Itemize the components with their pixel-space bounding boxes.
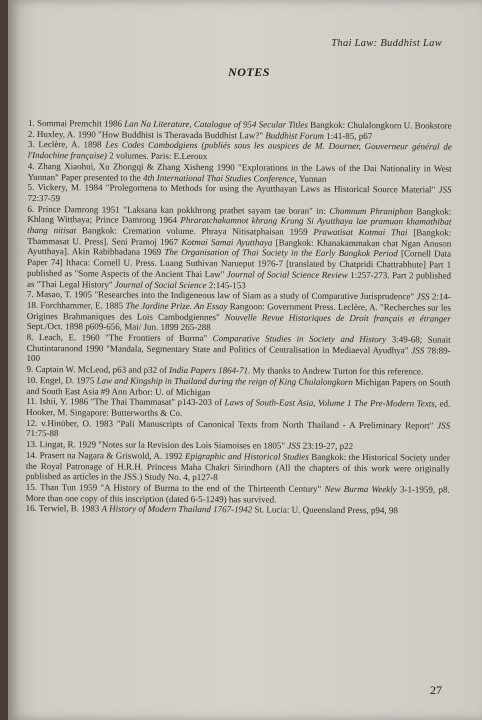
note-entry (26, 503, 450, 516)
note-text: 4. Zhang Xiaohui, Xu Zhongqi & Zhang Xisheng 1990 "Explorations in the Laws of the Dai Nationality in West Yunnan" Paper presented to the (27, 160, 452, 183)
note-text: Bangkok: the Historical Society under the Royal Patronage of H.R.H. Princess Maha Chakri Sirindhorn (All the chapters of this work were originally published as articles in the JSS.) Study No. 4, p127-8 (25, 451, 450, 483)
note-title-italic: Journal of Social Science (114, 279, 207, 290)
note-text: St. Lucia: U. Queensland Press, p94, 98 (252, 504, 398, 516)
note-text: 9. Captain W. McLeod, p63 and p32 of (26, 364, 170, 376)
note-text: 10. Engel, D. 1975 (26, 374, 97, 386)
note-entry (27, 182, 451, 206)
note-text: My thanks to Andrew Turton for this reference. (250, 365, 424, 377)
note-text: [Bangkok: Khanakammakan chat Ngan Anuson Ayutthaya]. Akin Rabibhadana 1969 (27, 237, 452, 258)
note-text: [Cornell Data Paper 74] Ithaca: Cornell U. Press. Luang Suthivan Narueput 1976-7 [translated by Chatpridi Chattrabhute] Part 1 published as "Some Aspects of the Ancient Thai Law" (27, 248, 452, 280)
running-head: Thai Law: Buddhist Law (331, 38, 442, 49)
note-entry (26, 332, 450, 367)
note-text: Yunnan (296, 173, 327, 184)
note-text: Bangkok: Chulalongkorn U. Bookstore (307, 119, 452, 131)
note-entry (28, 161, 452, 185)
note-title-italic: The Organisation of Thai Society in the Early Bangkok Period (164, 247, 398, 259)
note-text: 2:14-18. Forchhammer, E. 1885 (26, 291, 451, 311)
note-title-italic: India Papers 1864-71. (169, 365, 251, 376)
book-page (8, 0, 482, 720)
note-text: 78:89-100 (26, 345, 451, 364)
note-text: 13. Lingat, R. 1929 "Notes sur la Revision des Lois Siamoises en 1805" (25, 439, 288, 451)
note-title-italic: JSS (437, 420, 451, 431)
note-title-italic: Phraratchakamnot khrang Krung Si Ayutthaya lae pramuan khamathibat thang nitisat (27, 215, 452, 236)
note-text: 1:257-273. Part 2 published as "Thai Legal History" (26, 269, 452, 290)
note-text: Bangkok: Khlang Witthaya; Prince Damrong 1964 (27, 205, 452, 226)
note-text: 3:49-68; Sunait Chutintaranond 1990 "Mandala, Segmentary State and Politics of Centralisation in Mediaeval Ayudhya" (26, 334, 451, 356)
note-title-italic: New Burma Weekly (324, 483, 397, 495)
notes-list (26, 118, 452, 517)
note-text: 6. Prince Damrong 1951 "Laksana kan pokkhrong prathet sayam tae boran" in: (27, 203, 330, 216)
note-text: 15. Than Tun 1959 "A History of Burma to the end of the Thirteenth Century" (25, 481, 325, 494)
note-text: [Bangkok: Thammasat U. Press]. Seni Pramoj 1967 (27, 227, 452, 247)
note-entry (26, 418, 450, 442)
note-title-italic: 4th International Thai Studies Conference, (143, 172, 297, 184)
note-title-italic: Buddhist Forum (265, 130, 325, 141)
note-text: ed. Hooker, M. Singapore: Butterworths & Co. (26, 398, 451, 418)
note-text: 3. Leclère, A. 1898 (27, 139, 106, 150)
page-title: NOTES (228, 65, 270, 79)
note-entry (26, 450, 450, 485)
note-text: 72:37-59 (27, 192, 61, 204)
note-title-italic: Chumnum Phraniphon (329, 205, 413, 216)
note-entry (26, 482, 450, 506)
note-text: Sept./Oct. 1898 p609-656, Mai/ Jun. 1899 265-288 (26, 321, 211, 333)
note-title-italic: Lan Na Literature, Catalogue of 954 Secular Titles (124, 118, 308, 130)
note-title-italic: The Jardine Prize. An Essay (125, 300, 228, 312)
note-title-italic: Kotmai Samai Ayutthaya (181, 236, 273, 248)
note-title-italic: Comparative Studies in Society and History (212, 333, 387, 345)
note-title-italic: Law and Kingship in Thailand during the reign of King Chulalongkorn (96, 375, 353, 387)
note-title-italic: JSS (287, 440, 301, 451)
note-title-italic: A History of Modern Thailand 1767-1942 (101, 503, 253, 515)
page-number: 27 (430, 683, 442, 697)
note-text: Rangoon: Government Press. Leclère, A. "Recherches sur les Origines Brahmaniques des Lois Cambodgiennes" (26, 301, 451, 322)
note-text: 2:145-153 (206, 279, 246, 290)
note-text: 3-1-1959, p8. More than one copy of this inscription (dated 6-5-1249) has survived. (25, 484, 450, 505)
note-entry (27, 204, 452, 292)
note-entry (27, 289, 451, 334)
note-title-italic: JSS (438, 184, 452, 195)
note-entry (26, 375, 450, 399)
note-title-italic: JSS (416, 291, 430, 302)
note-text: 8. Leach, E. 1960 "The Frontiers of Burma" (26, 332, 213, 344)
note-text: 2 volumes. Paris: E.Leroux (106, 150, 208, 162)
note-text: 2. Huxley, A. 1990 "How Buddhist is Theravada Buddhist Law?" (27, 128, 266, 141)
note-text: 71:75-88 (26, 428, 59, 439)
note-title-italic: Journal of Social Science Review (226, 269, 348, 280)
note-text: 12. v.Hinüber, O. 1983 "Pali Manuscripts of Canonical Texts from North Thailand - A Preliminary Report" (26, 417, 438, 431)
note-text: 1:41-85, p67 (323, 130, 373, 141)
note-text: 23:19-27, p22 (300, 440, 354, 452)
note-entry (28, 139, 452, 163)
note-text: 1. Sommai Premchit 1986 (27, 118, 125, 129)
note-title-italic: Nouvelle Revue Historiques de Droit français et étranger (224, 311, 451, 324)
note-title-italic: Les Codes Cambodgiens (publiés sous les auspices de M. Dourner, Gouverneur général de l'Indochine française) (27, 139, 452, 161)
note-text: 11. Ishii, Y. 1986 "The Thai Thammasat" p143-203 of (26, 396, 225, 408)
note-text: Bangkok: Cremation volume. Phraya Nitisatphaisan 1959 (76, 225, 314, 237)
note-text: 14. Prasert na Nagara & Griswold, A. 1992 (25, 449, 186, 461)
note-title-italic: Epigraphic and Historical Studies (185, 450, 309, 462)
note-title-italic: Prawatisat Kotmai Thai (313, 226, 408, 238)
note-title-italic: JSS (411, 345, 425, 356)
note-text: 16. Terwiel, B. 1983 (25, 503, 102, 514)
note-text: 5. Vickery, M. 1984 "Prolegomena to Methods for using the Ayutthayan Laws as Historical Source Material" (27, 182, 439, 195)
note-text: Michigan Papers on South and South East Asia #9 Ann Arbor: U. of Michigan (26, 376, 451, 397)
note-title-italic: Laws of South-East Asia, Volume 1 The Pre-Modern Texts, (224, 397, 438, 409)
note-text: 7. Masao, T. 1905 "Researches into the Indigeneous law of Siam as a study of Comparative Jurisprudence" (26, 289, 417, 302)
note-entry (26, 396, 450, 420)
